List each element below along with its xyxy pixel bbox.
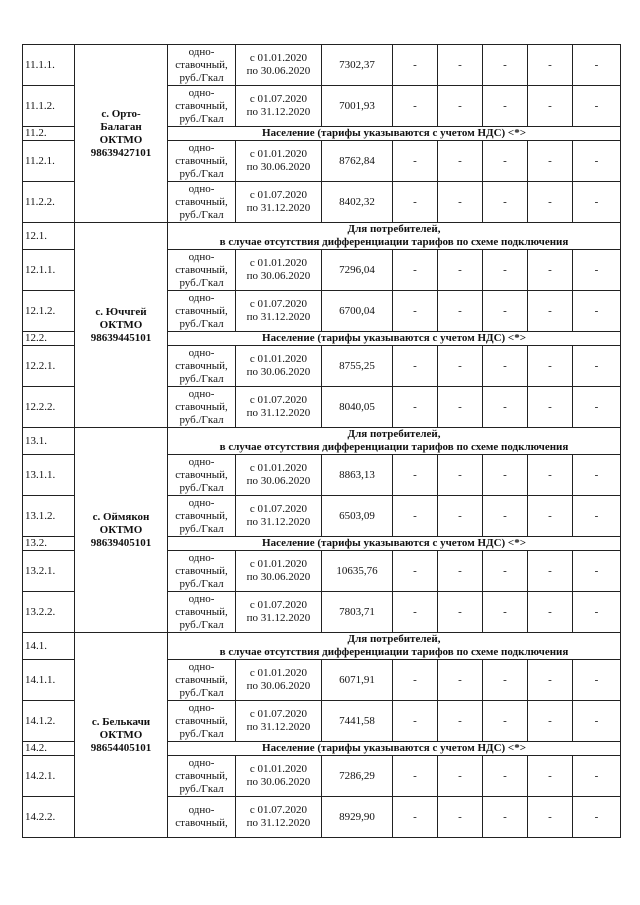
period-cell xyxy=(236,250,322,291)
tariff-value: 6700,04 xyxy=(322,291,393,332)
row-number: 11.1.2. xyxy=(23,86,75,127)
period-line: с 01.07.2020 xyxy=(249,599,308,611)
period-line: по 31.12.2020 xyxy=(246,516,311,528)
row-number: 11.2. xyxy=(23,127,75,141)
tariff-value: 8402,32 xyxy=(322,182,393,223)
section-header-line: Для потребителей, xyxy=(347,428,441,440)
empty-dash-cell: - xyxy=(483,551,528,592)
period-line: по 31.12.2020 xyxy=(246,311,311,323)
period-line: с 01.01.2020 xyxy=(249,763,308,775)
row-number: 13.2.1. xyxy=(23,551,75,592)
empty-dash-cell: - xyxy=(483,182,528,223)
period-line: по 31.12.2020 xyxy=(246,817,311,829)
settlement-line: 98639445101 xyxy=(90,331,152,344)
empty-dash-cell: - xyxy=(528,455,573,496)
empty-dash-cell: - xyxy=(573,141,621,182)
period-line: с 01.01.2020 xyxy=(249,52,308,64)
period-cell xyxy=(236,455,322,496)
unit-line: ставочный, xyxy=(175,195,228,208)
empty-dash-cell: - xyxy=(438,387,483,428)
empty-dash-cell: - xyxy=(573,455,621,496)
row-number: 14.2. xyxy=(23,742,75,756)
empty-dash-cell: - xyxy=(528,45,573,86)
empty-dash-cell: - xyxy=(573,496,621,537)
period-line: с 01.07.2020 xyxy=(249,298,308,310)
row-number: 13.2.2. xyxy=(23,592,75,633)
empty-dash-cell: - xyxy=(393,756,438,797)
unit-line: руб./Гкал xyxy=(179,413,224,426)
unit-cell xyxy=(168,250,236,291)
settlement-cell xyxy=(75,45,168,223)
period-line: по 31.12.2020 xyxy=(246,612,311,624)
period-line: по 31.12.2020 xyxy=(246,407,311,419)
period-cell xyxy=(236,387,322,428)
unit-cell xyxy=(168,592,236,633)
period-line: с 01.07.2020 xyxy=(249,189,308,201)
unit-cell xyxy=(168,660,236,701)
unit-line: одно- xyxy=(188,346,215,359)
settlement-line: Балаган xyxy=(100,120,142,133)
empty-dash-cell: - xyxy=(393,346,438,387)
empty-dash-cell: - xyxy=(393,291,438,332)
unit-line: ставочный, xyxy=(175,714,228,727)
tariff-value: 8755,25 xyxy=(322,346,393,387)
unit-cell xyxy=(168,797,236,838)
period-line: с 01.01.2020 xyxy=(249,148,308,160)
unit-line: одно- xyxy=(188,756,215,769)
tariff-value: 10635,76 xyxy=(322,551,393,592)
unit-line: руб./Гкал xyxy=(179,112,224,125)
empty-dash-cell: - xyxy=(528,291,573,332)
unit-line: одно- xyxy=(188,592,215,605)
unit-cell xyxy=(168,756,236,797)
empty-dash-cell: - xyxy=(438,86,483,127)
settlement-line: 98654405101 xyxy=(90,741,152,754)
tariff-value: 8929,90 xyxy=(322,797,393,838)
settlement-line: ОКТМО xyxy=(99,523,143,536)
row-number: 14.2.1. xyxy=(23,756,75,797)
empty-dash-cell: - xyxy=(528,346,573,387)
empty-dash-cell: - xyxy=(438,182,483,223)
row-number: 13.1.2. xyxy=(23,496,75,537)
empty-dash-cell: - xyxy=(528,496,573,537)
tariff-value: 8762,84 xyxy=(322,141,393,182)
section-header: Население (тарифы указываются с учетом НДС) <*> xyxy=(168,537,621,551)
row-number: 12.2. xyxy=(23,332,75,346)
empty-dash-cell: - xyxy=(483,141,528,182)
empty-dash-cell: - xyxy=(438,701,483,742)
unit-cell xyxy=(168,701,236,742)
empty-dash-cell: - xyxy=(573,182,621,223)
period-line: с 01.07.2020 xyxy=(249,93,308,105)
row-number: 13.1. xyxy=(23,428,75,455)
empty-dash-cell: - xyxy=(528,387,573,428)
unit-line: руб./Гкал xyxy=(179,276,224,289)
empty-dash-cell: - xyxy=(393,701,438,742)
empty-dash-cell: - xyxy=(528,182,573,223)
empty-dash-cell: - xyxy=(438,291,483,332)
unit-cell xyxy=(168,387,236,428)
unit-cell xyxy=(168,45,236,86)
section-header xyxy=(168,223,621,250)
section-header: Население (тарифы указываются с учетом НДС) <*> xyxy=(168,127,621,141)
empty-dash-cell: - xyxy=(483,756,528,797)
unit-line: ставочный, xyxy=(175,673,228,686)
unit-cell xyxy=(168,86,236,127)
empty-dash-cell: - xyxy=(528,701,573,742)
unit-line: одно- xyxy=(188,250,215,263)
empty-dash-cell: - xyxy=(438,45,483,86)
empty-dash-cell: - xyxy=(573,551,621,592)
row-number: 13.2. xyxy=(23,537,75,551)
period-cell xyxy=(236,141,322,182)
period-cell xyxy=(236,660,322,701)
row-number: 11.2.2. xyxy=(23,182,75,223)
row-number: 12.2.1. xyxy=(23,346,75,387)
unit-line: руб./Гкал xyxy=(179,71,224,84)
unit-line: одно- xyxy=(188,551,215,564)
empty-dash-cell: - xyxy=(438,592,483,633)
unit-cell xyxy=(168,182,236,223)
empty-dash-cell: - xyxy=(438,455,483,496)
table-row xyxy=(23,45,621,86)
settlement-line: ОКТМО xyxy=(99,318,143,331)
row-number: 13.1.1. xyxy=(23,455,75,496)
unit-line: руб./Гкал xyxy=(179,317,224,330)
period-line: по 30.06.2020 xyxy=(246,680,311,692)
row-number: 14.1.1. xyxy=(23,660,75,701)
empty-dash-cell: - xyxy=(393,496,438,537)
row-number: 11.1.1. xyxy=(23,45,75,86)
empty-dash-cell: - xyxy=(528,551,573,592)
unit-line: руб./Гкал xyxy=(179,522,224,535)
settlement-cell xyxy=(75,223,168,428)
unit-line: ставочный, xyxy=(175,509,228,522)
row-number: 12.1.1. xyxy=(23,250,75,291)
unit-line: ставочный, xyxy=(175,359,228,372)
period-line: по 31.12.2020 xyxy=(246,106,311,118)
section-header: Население (тарифы указываются с учетом НДС) <*> xyxy=(168,332,621,346)
empty-dash-cell: - xyxy=(393,592,438,633)
period-line: по 31.12.2020 xyxy=(246,721,311,733)
empty-dash-cell: - xyxy=(528,86,573,127)
period-line: с 01.07.2020 xyxy=(249,708,308,720)
unit-line: одно- xyxy=(188,291,215,304)
settlement-line: 98639427101 xyxy=(90,146,152,159)
empty-dash-cell: - xyxy=(573,291,621,332)
row-number: 14.1. xyxy=(23,633,75,660)
period-line: по 30.06.2020 xyxy=(246,161,311,173)
row-number: 12.1.2. xyxy=(23,291,75,332)
empty-dash-cell: - xyxy=(573,86,621,127)
empty-dash-cell: - xyxy=(393,797,438,838)
unit-line: ставочный, xyxy=(175,468,228,481)
unit-line: руб./Гкал xyxy=(179,618,224,631)
empty-dash-cell: - xyxy=(483,592,528,633)
tariff-value: 7001,93 xyxy=(322,86,393,127)
empty-dash-cell: - xyxy=(438,551,483,592)
section-header-line: в случае отсутствия дифференциации тарифов по схеме подключения xyxy=(219,441,569,453)
tariff-value: 8040,05 xyxy=(322,387,393,428)
period-cell xyxy=(236,756,322,797)
section-header-line: Для потребителей, xyxy=(347,633,441,645)
unit-line: ставочный, xyxy=(175,605,228,618)
empty-dash-cell: - xyxy=(393,387,438,428)
period-line: с 01.01.2020 xyxy=(249,667,308,679)
empty-dash-cell: - xyxy=(438,496,483,537)
unit-line: ставочный, xyxy=(175,154,228,167)
empty-dash-cell: - xyxy=(528,756,573,797)
unit-line: руб./Гкал xyxy=(179,577,224,590)
period-line: с 01.01.2020 xyxy=(249,558,308,570)
empty-dash-cell: - xyxy=(573,45,621,86)
settlement-line: ОКТМО xyxy=(99,728,143,741)
empty-dash-cell: - xyxy=(483,291,528,332)
period-cell xyxy=(236,701,322,742)
period-line: с 01.01.2020 xyxy=(249,353,308,365)
empty-dash-cell: - xyxy=(393,455,438,496)
empty-dash-cell: - xyxy=(393,141,438,182)
unit-line: ставочный, xyxy=(175,769,228,782)
settlement-line: 98639405101 xyxy=(90,536,152,549)
unit-cell xyxy=(168,291,236,332)
tariff-value: 7286,29 xyxy=(322,756,393,797)
unit-cell xyxy=(168,455,236,496)
period-cell xyxy=(236,797,322,838)
empty-dash-cell: - xyxy=(438,250,483,291)
section-header: Население (тарифы указываются с учетом НДС) <*> xyxy=(168,742,621,756)
section-header-line: в случае отсутствия дифференциации тарифов по схеме подключения xyxy=(219,646,569,658)
empty-dash-cell: - xyxy=(483,86,528,127)
unit-line: одно- xyxy=(188,660,215,673)
unit-line: ставочный, xyxy=(175,58,228,71)
unit-line: одно- xyxy=(188,45,215,58)
period-cell xyxy=(236,86,322,127)
unit-cell xyxy=(168,551,236,592)
section-header-row xyxy=(23,633,621,660)
empty-dash-cell: - xyxy=(483,45,528,86)
empty-dash-cell: - xyxy=(438,141,483,182)
empty-dash-cell: - xyxy=(573,756,621,797)
unit-cell xyxy=(168,496,236,537)
unit-line: ставочный, xyxy=(175,263,228,276)
settlement-line: с. Юччгей xyxy=(95,305,147,318)
tariff-value: 7441,58 xyxy=(322,701,393,742)
empty-dash-cell: - xyxy=(393,250,438,291)
period-line: с 01.01.2020 xyxy=(249,257,308,269)
unit-line: руб./Гкал xyxy=(179,372,224,385)
period-cell xyxy=(236,45,322,86)
unit-line: ставочный, xyxy=(175,564,228,577)
period-line: по 30.06.2020 xyxy=(246,65,311,77)
period-cell xyxy=(236,291,322,332)
row-number: 12.1. xyxy=(23,223,75,250)
unit-line: одно- xyxy=(188,496,215,509)
settlement-line: ОКТМО xyxy=(99,133,143,146)
unit-line: одно- xyxy=(188,182,215,195)
row-number: 11.2.1. xyxy=(23,141,75,182)
tariff-value: 7302,37 xyxy=(322,45,393,86)
empty-dash-cell: - xyxy=(528,660,573,701)
settlement-line: с. Белькачи xyxy=(91,715,151,728)
period-line: по 31.12.2020 xyxy=(246,202,311,214)
settlement-line: с. Оймякон xyxy=(92,510,150,523)
unit-line: ставочный, xyxy=(175,817,228,829)
unit-line: руб./Гкал xyxy=(179,167,224,180)
empty-dash-cell: - xyxy=(528,797,573,838)
unit-line: руб./Гкал xyxy=(179,782,224,795)
period-line: с 01.01.2020 xyxy=(249,462,308,474)
empty-dash-cell: - xyxy=(393,660,438,701)
period-line: по 30.06.2020 xyxy=(246,475,311,487)
empty-dash-cell: - xyxy=(573,660,621,701)
tariff-value: 6071,91 xyxy=(322,660,393,701)
period-line: по 30.06.2020 xyxy=(246,571,311,583)
tariff-value: 7803,71 xyxy=(322,592,393,633)
unit-line: руб./Гкал xyxy=(179,727,224,740)
empty-dash-cell: - xyxy=(573,592,621,633)
tariff-value: 6503,09 xyxy=(322,496,393,537)
unit-line: одно- xyxy=(188,141,215,154)
unit-line: одно- xyxy=(188,86,215,99)
empty-dash-cell: - xyxy=(393,86,438,127)
tariff-value: 7296,04 xyxy=(322,250,393,291)
period-line: по 30.06.2020 xyxy=(246,366,311,378)
empty-dash-cell: - xyxy=(573,701,621,742)
unit-line: одно- xyxy=(188,701,215,714)
unit-line: одно- xyxy=(188,804,215,816)
unit-line: ставочный, xyxy=(175,99,228,112)
empty-dash-cell: - xyxy=(483,387,528,428)
empty-dash-cell: - xyxy=(573,346,621,387)
empty-dash-cell: - xyxy=(393,45,438,86)
unit-line: руб./Гкал xyxy=(179,208,224,221)
settlement-cell xyxy=(75,633,168,838)
empty-dash-cell: - xyxy=(438,346,483,387)
empty-dash-cell: - xyxy=(528,592,573,633)
settlement-cell xyxy=(75,428,168,633)
empty-dash-cell: - xyxy=(393,182,438,223)
period-line: по 30.06.2020 xyxy=(246,270,311,282)
empty-dash-cell: - xyxy=(573,387,621,428)
section-header-line: в случае отсутствия дифференциации тарифов по схеме подключения xyxy=(219,236,569,248)
unit-line: одно- xyxy=(188,455,215,468)
section-header xyxy=(168,633,621,660)
empty-dash-cell: - xyxy=(483,496,528,537)
period-cell xyxy=(236,592,322,633)
period-line: по 30.06.2020 xyxy=(246,776,311,788)
empty-dash-cell: - xyxy=(393,551,438,592)
empty-dash-cell: - xyxy=(483,455,528,496)
unit-cell xyxy=(168,346,236,387)
empty-dash-cell: - xyxy=(438,756,483,797)
period-line: с 01.07.2020 xyxy=(249,503,308,515)
section-header-line: Для потребителей, xyxy=(347,223,441,235)
tariff-table-body xyxy=(23,45,621,838)
section-header-row xyxy=(23,223,621,250)
tariff-value: 8863,13 xyxy=(322,455,393,496)
empty-dash-cell: - xyxy=(573,250,621,291)
empty-dash-cell: - xyxy=(483,701,528,742)
empty-dash-cell: - xyxy=(483,797,528,838)
period-cell xyxy=(236,182,322,223)
unit-line: ставочный, xyxy=(175,400,228,413)
period-line: с 01.07.2020 xyxy=(249,394,308,406)
row-number: 14.2.2. xyxy=(23,797,75,838)
period-cell xyxy=(236,346,322,387)
empty-dash-cell: - xyxy=(483,660,528,701)
section-header xyxy=(168,428,621,455)
empty-dash-cell: - xyxy=(483,346,528,387)
section-header-row xyxy=(23,428,621,455)
empty-dash-cell: - xyxy=(528,141,573,182)
settlement-line: с. Орто- xyxy=(101,107,141,120)
row-number: 14.1.2. xyxy=(23,701,75,742)
unit-line: руб./Гкал xyxy=(179,481,224,494)
unit-line: одно- xyxy=(188,387,215,400)
unit-line: руб./Гкал xyxy=(179,686,224,699)
empty-dash-cell: - xyxy=(438,660,483,701)
period-line: с 01.07.2020 xyxy=(249,804,308,816)
empty-dash-cell: - xyxy=(438,797,483,838)
empty-dash-cell: - xyxy=(483,250,528,291)
empty-dash-cell: - xyxy=(528,250,573,291)
empty-dash-cell: - xyxy=(573,797,621,838)
row-number: 12.2.2. xyxy=(23,387,75,428)
period-cell xyxy=(236,496,322,537)
period-cell xyxy=(236,551,322,592)
unit-cell xyxy=(168,141,236,182)
unit-line: ставочный, xyxy=(175,304,228,317)
tariff-table xyxy=(22,44,621,838)
